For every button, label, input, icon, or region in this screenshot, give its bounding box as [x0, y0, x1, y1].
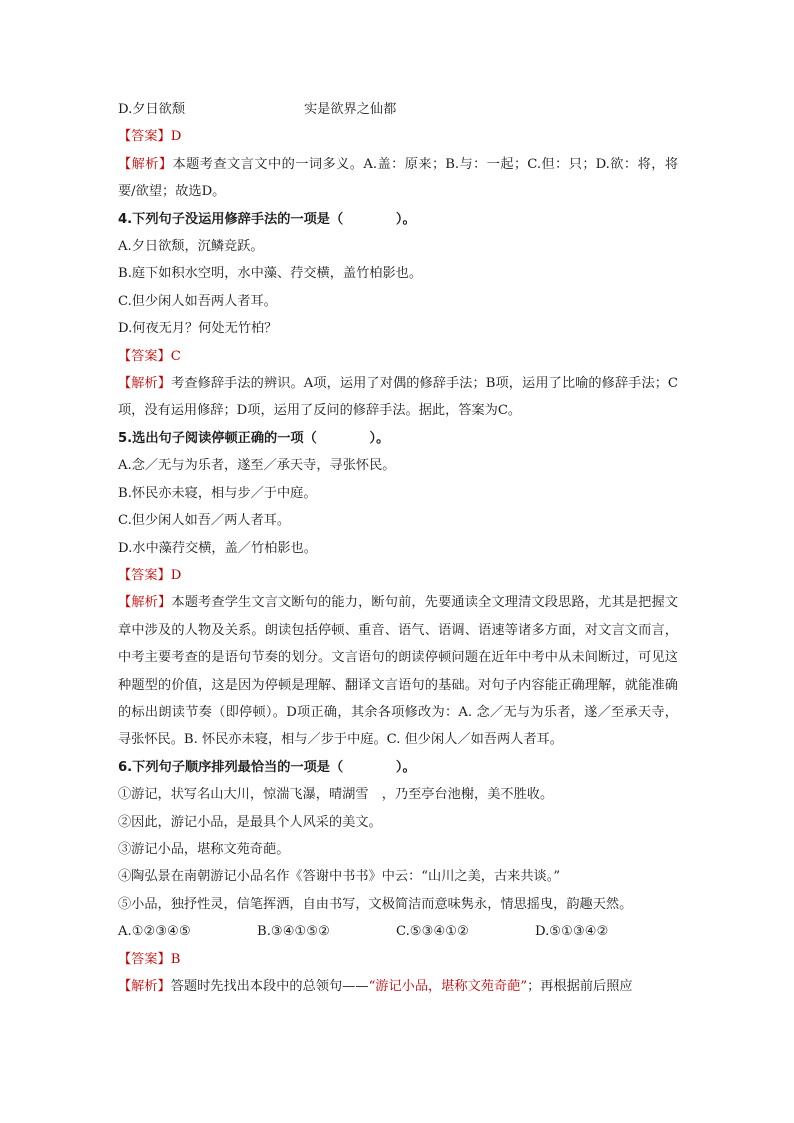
- analysis-tag: 【解析】: [118, 156, 173, 172]
- answer-tag: 【答案】: [118, 129, 171, 145]
- answer-value: B: [170, 951, 181, 967]
- q5-analysis: [118, 589, 678, 753]
- q6-analysis: [118, 973, 678, 1000]
- q6-options-row: [118, 918, 678, 945]
- q3-option-d-row: [118, 96, 678, 123]
- analysis-quote: “游记小品，堪称文苑奇葩”: [368, 979, 528, 994]
- answer-tag: 【答案】: [118, 951, 171, 967]
- answer-tag: 【答案】: [118, 348, 171, 364]
- q3-answer: [118, 123, 678, 150]
- analysis-tag: 【解析】: [118, 979, 171, 994]
- analysis-text-pre: 答题时先找出本段中的总领句——: [170, 979, 369, 994]
- q5-option-a: A.念／无与为乐者，遂至／承天寺，寻张怀民。: [118, 458, 396, 474]
- q6-item-5: ⑤小品，独抒性灵，信笔挥洒，自由书写，文极简洁而意味隽永，情思摇曳，韵趣天然。: [118, 896, 633, 912]
- q5-question: 5.选出句子阅读停顿正确的一项（ ）。: [118, 430, 390, 446]
- answer-value: C: [170, 348, 181, 364]
- q6-option-b: B.③④①⑤②: [257, 924, 330, 940]
- answer-value: D: [170, 567, 182, 583]
- q6-option-d: D.⑤①③④②: [535, 924, 609, 940]
- q3-analysis: [118, 151, 678, 206]
- document-content: [118, 96, 678, 1000]
- analysis-text: 考查修辞手法的辨识。A项，运用了对偶的修辞手法；B项，运用了比喻的修辞手法；C项，没有运用修辞；D项，运用了反问的修辞手法。据此，答案为C。: [118, 376, 678, 419]
- q6-option-c: C.⑤③④①②: [396, 924, 469, 940]
- q5-option-d: D.水中藻荇交横，盖／竹柏影也。: [118, 540, 317, 556]
- q6-item-1: ①游记，状写名山大川，惊湍飞瀑，晴湖雪 ，乃至亭台池榭，美不胜收。: [118, 787, 554, 803]
- analysis-tag: 【解析】: [118, 595, 172, 611]
- q6-item-3: ③游记小品，堪称文苑奇葩。: [118, 841, 290, 857]
- q4-option-a: A.夕日欲颓，沉鳞竞跃。: [118, 239, 264, 255]
- q3-option-d-right: 实是欲界之仙都: [304, 102, 397, 117]
- q5-option-c: C.但少闲人如吾／两人者耳。: [118, 513, 291, 529]
- answer-value: D: [170, 129, 182, 145]
- q4-option-d: D.何夜无月？何处无竹柏？: [118, 321, 278, 337]
- analysis-text-post: ；再根据前后照应: [527, 979, 633, 994]
- analysis-tag: 【解析】: [118, 376, 172, 392]
- q6-option-a: A.①②③④⑤: [118, 924, 191, 940]
- q6-question: 6.下列句子顺序排列最恰当的一项是（ ）。: [118, 759, 416, 775]
- q4-option-c: C.但少闲人如吾两人者耳。: [118, 293, 277, 309]
- q6-item-4: ④陶弘景在南朝游记小品名作《答谢中书书》中云：“山川之美，古来共谈。”: [118, 869, 561, 885]
- q4-answer: [118, 343, 678, 370]
- analysis-text: 本题考查文言文中的一词多义。A.盖：原来；B.与：一起；C.但：只；D.欲：将，将要/欲望；故选D。: [118, 156, 679, 200]
- analysis-text: 本题考查学生文言文断句的能力，断句前，先要通读全文理清文段思路，尤其是把握文章中涉及的人物及关系。朗读包括停顿、重音、语气、语调、语速等诸多方面，对文言文而言，中考主要考查的是语句节奏的划分。文言语句的朗读停顿问题在近年中考中从未间断过，可见这种题型的价值，这是因为停顿是理解、翻译文言语句的基础。对句子内容能正确理解，就能准确的标出朗读节奏（即停顿）。D项正确，其余各项修改为：A. 念／无与为乐者，遂／至承天寺，寻张怀民。B. 怀民亦未寝，相与／步于中庭。C. 但少闲人／如吾两人者耳。: [118, 595, 679, 748]
- q4-option-b: B.庭下如积水空明，水中藻、荇交横，盖竹柏影也。: [118, 266, 423, 282]
- q5-answer: [118, 562, 678, 589]
- q5-option-b: B.怀民亦未寝，相与步／于中庭。: [118, 485, 317, 501]
- q4-analysis: [118, 370, 678, 425]
- q6-item-2: ②因此，游记小品，是最具个人风采的美文。: [118, 814, 382, 830]
- q6-answer: [118, 946, 678, 973]
- answer-tag: 【答案】: [118, 567, 171, 583]
- q4-question: 4.下列句子没运用修辞手法的一项是（ ）。: [118, 211, 416, 227]
- q3-option-d-left: D.夕日欲颓: [118, 102, 186, 117]
